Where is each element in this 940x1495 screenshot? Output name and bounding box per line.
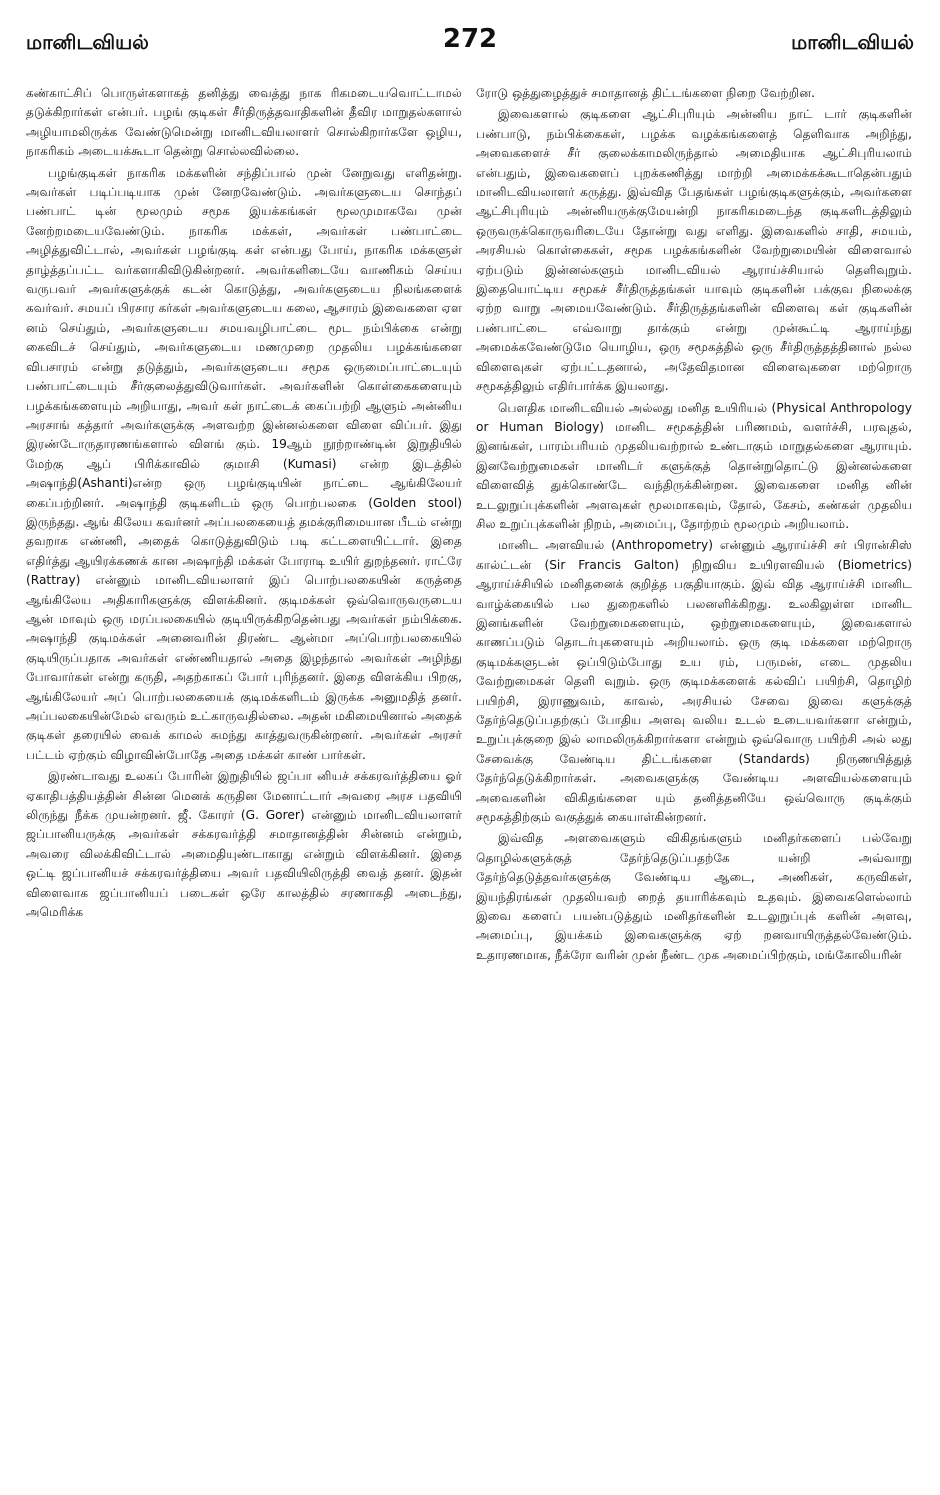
paragraph: இரண்டாவது உலகப் போரின் இறுதியில் ஜப்பா னியச் சக்கரவர்த்தியை ஓர் ஏகாதிபத்தியத்தின் சின்ன மெனக் கருதின மேனாட்டார் அவரை அரச பதவியி லிருந்து நீக்க முயன்றனர். ஜீ. கோரர் (G. Gorer) என்னும் மானிடவியலாளர் ஜப்பானியருக்கு அவர்கள் சக்கரவர்த்தி சமாதானத்தின் சின்னம் என்றும், அவரை விலக்கிவிட்டால் அமைதியுண்டாகாது என்றும் விளக்கினர். இதை ஒட்டி ஜப்பானியச் சக்கரவர்த்தியை அவர் பதவியிலிருத்தி வைத் தனர். இதன் விளைவாக ஜப்பானியப் படைகள் ஒரே காலத்தில் சரணாகதி அடைந்து, அமெரிக்க (26, 769, 462, 920)
left-column (26, 84, 462, 1479)
right-column (476, 84, 912, 1479)
paragraph: ரோடு ஒத்துழைத்துச் சமாதானத் திட்டங்களை நிறை வேற்றின. (476, 86, 815, 100)
paragraph: பௌதிக மானிடவியல் அல்லது மனித உயிரியல் (Physical Anthropology or Human Biology) மானிட சமூகத்தின் பரிணமம், வளர்ச்சி, பரவுதல், இனங்கள், பாரம்பரியம் முதலியவற்றால் உண்டாகும் மாறுதல்களை ஆராயும். இனவேற்றுமைகள் மானிடர் களுக்குத் தொன்றுதொட்டு இன்னல்களை விளைவித் துக்கொண்டே வந்திருக்கின்றன. இவைகளை மனித னின் உடலுறுப்புக்களின் அளவுகள் மூலமாகவும், தோல், கேசம், கண்கள் முதலிய சில உறுப்புக்களின் நிறம், அமைப்பு, தோற்றம் மூலமும் அறியலாம். (476, 400, 912, 531)
paragraph: மானிட அளவியல் (Anthropometry) என்னும் ஆராய்ச்சி சர் பிரான்சிஸ் கால்ட்டன் (Sir Francis Galton) நிறுவிய உயிரளவியல் (Biometrics) ஆராய்ச்சியில் மனிதனைக் குறித்த பகுதியாகும். இவ் வித ஆராய்ச்சி மானிட வாழ்க்கையில் பல துறைகளில் பலனளிக்கிறது. உலகிலுள்ள மானிட இனங்களின் வேற்றுமைகளையும், ஒற்றுமைகளையும், இவைகளால் காணப்படும் தொடர்புகளையும் அறியலாம். ஒரு குடி மக்களை மற்றொரு குடிமக்களுடன் ஒப்பிடும்போது உய ரம், பருமன், எடை முதலிய வேற்றுமைகள் தெளி வுறும். ஒரு குடிமக்களைக் கல்விப் பயிற்சி, தொழிற் பயிற்சி, இராணுவம், காவல், அரசியல் சேவை இவை களுக்குத் தேர்ந்தெடுப்பதற்குப் போதிய அளவு வலிய உடல் உடையவர்களா என்றும், உறுப்புக்குறை இல் லாமலிருக்கிறார்களா என்றும் ஒவ்வொரு பயிற்சி அல் லது சேவைக்கு வேண்டிய திட்டங்களை (Standards) நிருணயித்துத் தேர்ந்தெடுக்கிறார்கள். அவைகளுக்கு வேண்டிய அளவியல்களையும் அவைகளின் விகிதங்களை யும் தனித்தனியே ஒவ்வொரு குடிக்கும் சமூகத்திற்கும் வகுத்துக் கையாள்கின்றனர். (476, 538, 912, 825)
paragraph: பழங்குடிகள் நாகரிக மக்களின் சந்திப்பால் முன் னேறுவது எளிதன்று. அவர்கள் படிப்படியாக முன் னேறவேண்டும். அவர்களுடைய சொந்தப் பண்பாட் டின் மூலமும் சமூக இயக்கங்கள் மூலமுமாகவே முன் னேற்றமடையவேண்டும். நாகரிக மக்கள், அவர்கள் பண்பாட்டை அழித்துவிட்டால், அவர்கள் பழங்குடி கள் என்பது போய், நாகரிக மக்களுள் தாழ்த்தப்பட்ட வர்களாகிவிடுகின்றனர். அவர்களிடையே வாணிகம் செய்ய வருபவர் அவர்களுக்குக் கடன் கொடுத்து, அவர்களுடைய நிலங்களைக் கவர்வர். சமயப் பிரசார கர்கள் அவர்களுடைய கலை, ஆசாரம் இவைகளை ஏள னம் செய்தும், அவர்களுடைய சமயவழிபாட்டை மூட நம்பிக்கை என்று கைவிடச் செய்தும், அவர்களுடைய மணமுறை முதலிய பழக்கங்களை விபசாரம் என்று தடுத்தும், அவர்களுடைய சமூக ஒருமைப்பாட்டையும் பண்பாட்டையும் சீர்குலைத்துவிடுவார்கள். அவர்களின் கொள்கைகளையும் பழக்கங்களையும் அறியாது, அவர் கள் நாட்டைக் கைப்பற்றி ஆளும் அன்னிய அரசாங் கத்தார் அவர்களுக்கு அளவற்ற இன்னல்களை விளை விப்பர். இது இரண்டோருதாரணங்களால் விளங் கும். 19ஆம் நூற்றாண்டின் இறுதியில் மேற்கு ஆப் பிரிக்காவில் குமாசி (Kumasi) என்ற இடத்தில் அஷாந்தி(Ashanti)என்ற ஒரு பழங்குடியின் நாட்டை ஆங்கிலேயர் கைப்பற்றினர். அஷாந்தி குடிகளிடம் ஒரு பொற்பலகை (Golden stool) இருந்தது. ஆங் கிலேய கவர்னர் அப்பலகையைத் தமக்குரிமையான பீடம் என்று தவறாக எண்ணி, அதைக் கொடுத்துவிடும் படி கட்டளையிட்டார். இதை எதிர்த்து ஆயிரக்கணக் கான அஷாந்தி மக்கள் போராடி உயிர் துறந்தனர். ராட்ரே (Rattray) என்னும் மானிடவியலாளர் இப் பொற்பலகையின் கருத்தை ஆங்கிலேய அதிகாரிகளுக்கு விளக்கினர். குடிமக்கள் ஒவ்வொருவருடைய ஆன் மாவும் ஒரு மரப்பலகையில் குடியிருக்கிறதென்பது அவர்கள் நம்பிக்கை. அஷாந்தி குடிமக்கள் அனைவரின் திரண்ட ஆன்மா அப்பொற்பலகையில் குடியிருப்பதாக அவர்கள் எண்ணியதால் அதை இழந்தால் அவர்கள் அழிந்து போவார்கள் என்று கருதி, அதற்காகப் போர் புரிந்தனர். இதை விளக்கிய பிறகு, ஆங்கிலேயர் அப் பொற்பலகையைக் குடிமக்களிடம் இருக்க அனுமதித் தனர். அப்பலகையின்மேல் எவரும் உட்காருவதில்லை. அதன் மகிமையினால் அதைக் குடிகள் தரையில் வைக் காமல் சுமந்து காத்துவருகின்றனர். அவர்கள் அரசர் பட்டம் ஏற்கும் விழாவின்போதே அதை மக்கள் காண் பார்கள். (26, 165, 462, 762)
page-header (26, 22, 914, 62)
paragraph: கண்காட்சிப் பொருள்களாகத் தனித்து வைத்து நாக ரிகமடையவொட்டாமல் தடுக்கிறார்கள் என்பர். பழங் குடிகள் சீர்திருத்தவாதிகளின் தீவிர மாறுதல்களால் அழியாமலிருக்க வேண்டுமென்று மானிடவியலாளர் சொல்கிறார்களே ஒழிய, நாகரிகம் அடையக்கூடா தென்று சொல்லவில்லை. (26, 86, 462, 159)
running-title-left: மானிடவியல் (26, 30, 149, 54)
paragraph: இவ்வித அளவைகளும் விகிதங்களும் மனிதர்களைப் பல்வேறு தொழில்களுக்குத் தேர்ந்தெடுப்பதற்கே யன்றி அவ்வாறு தேர்ந்தெடுத்தவர்களுக்கு வேண்டிய ஆடை, அணிகள், கருவிகள், இயந்திரங்கள் முதலியவற் றைத் தயாரிக்கவும் உதவும். இவைகளெல்லாம் இவை களைப் பயன்படுத்தும் மனிதர்களின் உடலுறுப்புக் களின் அளவு, அமைப்பு, இயக்கம் இவைகளுக்கு ஏற் றனவாயிருத்தல்வேண்டும். உதாரணமாக, நீக்ரோ வரின் முன் நீண்ட முக அமைப்பிற்கும், மங்கோலியரின் (476, 831, 912, 962)
page-number: 272 (442, 24, 498, 54)
paragraph: இவைகளால் குடிகளை ஆட்சிபுரியும் அன்னிய நாட் டார் குடிகளின் பண்பாடு, நம்பிக்கைகள், பழக்க வழக்கங்களைத் தெளிவாக அறிந்து, அவைகளைச் சீர் குலைக்காமலிருந்தால் அமைதியாக ஆட்சிபுரியலாம் என்பதும், இவைகளைப் புறக்கணித்து மாற்றி அமைக்கக்கூடாதென்பதும் மானிடவியலாளர் கருத்து. இவ்வித பேதங்கள் பழங்குடிகளுக்கும், அவர்களை ஆட்சிபுரியும் அன்னியருக்குமேயன்றி நாகரிகமடைந்த குடிகளிடத்திலும் ஒருவருக்கொருவரிடையே தோன்று வது எளிது. இவைகளில் சாதி, சமயம், அரசியல் கொள்கைகள், சமூக பழக்கங்களின் வேற்றுமையின் விளைவால் ஏற்படும் இன்னல்களும் மானிடவியல் ஆராய்ச்சியால் தெளிவுறும். இதையொட்டிய சமூகச் சீர்திருத்தங்கள் யாவும் குடிகளின் பக்குவ நிலைக்கு ஏற்ற வாறு அமையவேண்டும். சீர்திருத்தங்களின் விளைவு கள் குடிகளின் பண்பாட்டை எவ்வாறு தாக்கும் என்று முன்கூட்டி ஆராய்ந்து அமைக்கவேண்டுமே யொழிய, ஒரு சமூகத்தில் ஒரு சீர்திருத்தத்தினால் நல்ல விளைவுகள் ஏற்பட்டதனால், அதேவிதமான விளைவுகளை மற்றொரு சமூகத்திலும் எதிர்பார்க்க இயலாது. (476, 107, 912, 394)
running-title-right: மானிடவியல் (791, 30, 914, 54)
